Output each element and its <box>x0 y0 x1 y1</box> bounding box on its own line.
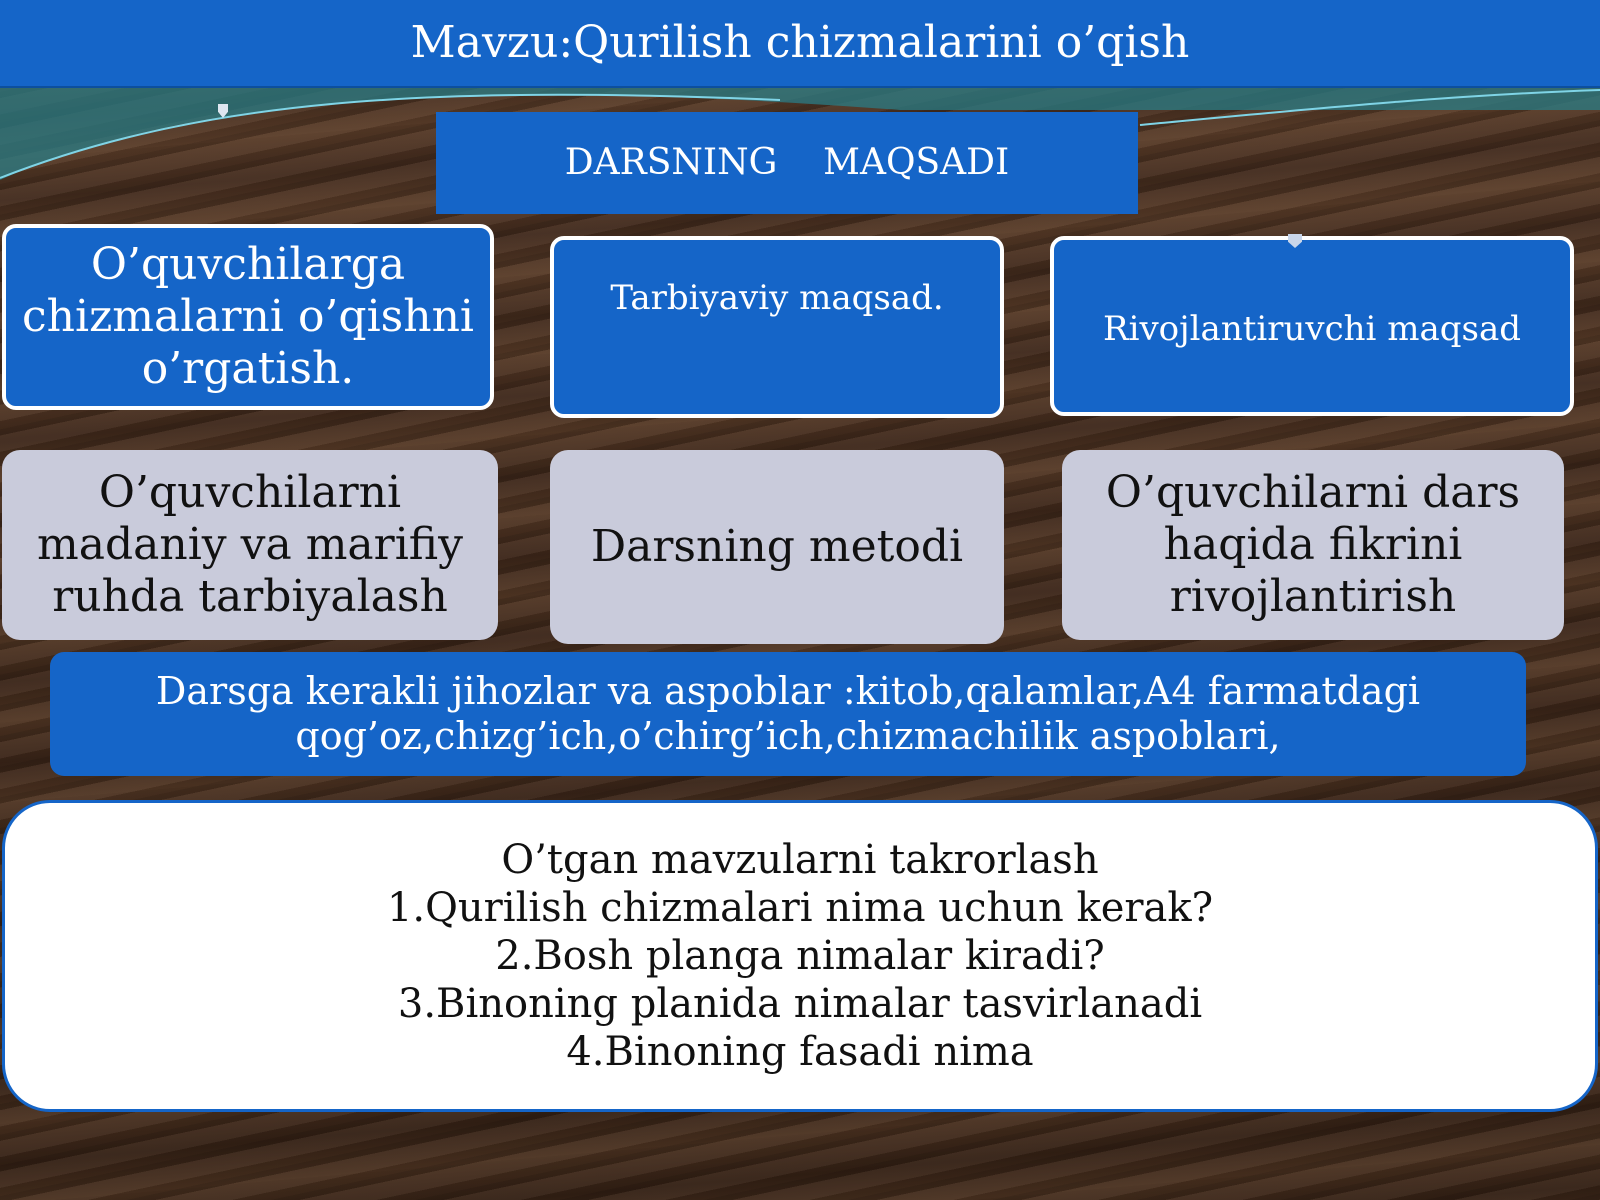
goal-detail-developmental-text: O’quvchilarni dars haqida fikrini rivojlantirish <box>1105 467 1521 622</box>
goal-box-developmental-text: Rivojlantiruvchi maqsad <box>1102 308 1521 349</box>
goal-box-developmental <box>1050 236 1574 416</box>
review-question-2: 2.Bosh planga nimalar kiradi? <box>495 933 1105 979</box>
goal-box-upbringing-text: Tarbiyaviy maqsad. <box>610 278 944 318</box>
goal-detail-upbringing <box>2 450 498 640</box>
goal-heading <box>436 112 1138 214</box>
goal-detail-method <box>550 450 1004 644</box>
page-title-text: Mavzu:Qurilish chizmalarini o’qish <box>410 17 1190 69</box>
review-panel <box>2 800 1598 1112</box>
goal-heading-text: DARSNING MAQSADI <box>564 141 1010 183</box>
goal-detail-upbringing-text: O’quvchilarni madaniy va marifiy ruhda tarbiyalash <box>37 467 463 622</box>
review-question-1: 1.Qurilish chizmalari nima uchun kerak? <box>386 885 1214 931</box>
page-title <box>0 0 1600 88</box>
goal-detail-method-text: Darsning metodi <box>590 521 964 573</box>
goal-box-upbringing <box>550 236 1004 418</box>
goal-box-educational <box>2 224 494 410</box>
review-question-4: 4.Binoning fasadi nima <box>566 1029 1034 1075</box>
equipment-bar <box>50 652 1526 776</box>
review-question-3: 3.Binoning planida nimalar tasvirlanadi <box>397 981 1203 1027</box>
review-title: O’tgan mavzularni takrorlash <box>501 837 1099 883</box>
equipment-text: Darsga kerakli jihozlar va aspoblar :kitob,qalamlar,A4 farmatdagi qog’oz,chizg’ich,o’chirg’ich,chizmachilik aspoblari, <box>155 669 1421 758</box>
goal-detail-developmental <box>1062 450 1564 640</box>
goal-box-educational-text: O’quvchilarga chizmalarni o’qishni o’rgatish. <box>22 239 474 394</box>
